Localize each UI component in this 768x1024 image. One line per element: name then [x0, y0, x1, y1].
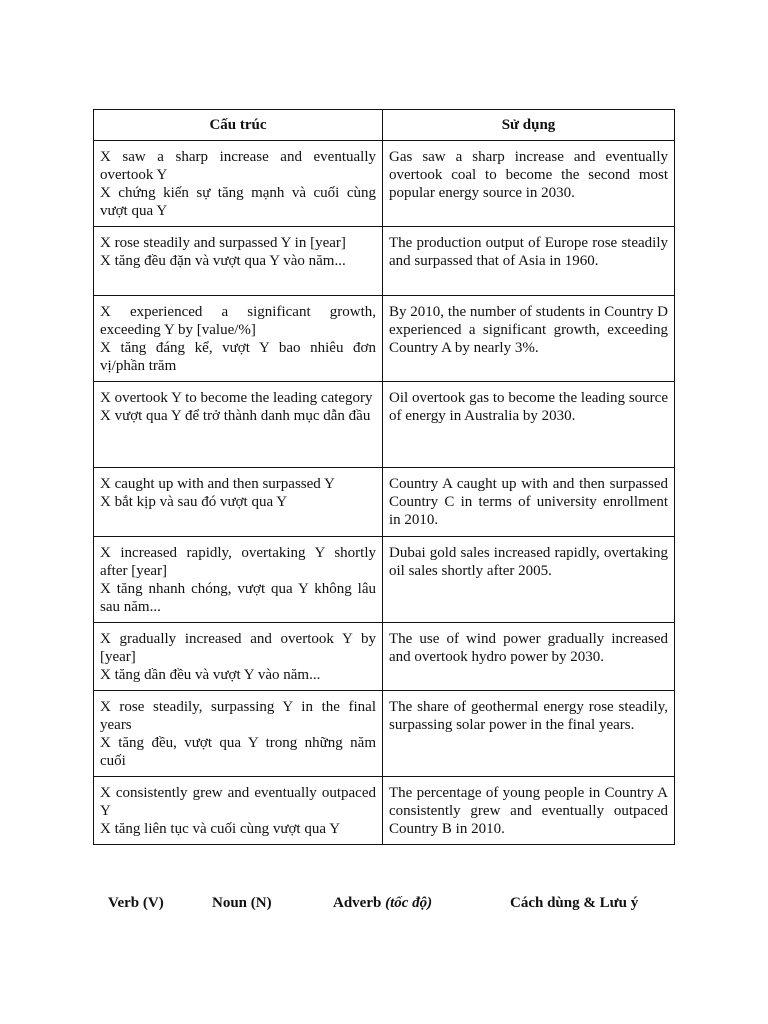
table-row	[94, 468, 675, 537]
structure-english: X gradually increased and overtook Y by [year]	[100, 631, 376, 665]
structure-english: X increased rapidly, overtaking Y shortly after [year]	[100, 545, 376, 579]
structure-vietnamese: X tăng nhanh chóng, vượt qua Y không lâu sau năm...	[100, 581, 376, 615]
structure-vietnamese: X tăng đều, vượt qua Y trong những năm cuối	[100, 735, 376, 769]
usage-cell: Oil overtook gas to become the leading source of energy in Australia by 2030.	[383, 382, 675, 468]
footer-noun: Noun (N)	[212, 895, 272, 911]
usage-cell: The production output of Europe rose steadily and surpassed that of Asia in 1960.	[383, 227, 675, 296]
footer-adverb	[333, 895, 432, 912]
structure-english: X rose steadily, surpassing Y in the final years	[100, 699, 376, 733]
usage-cell: By 2010, the number of students in Country D experienced a significant growth, exceeding Country A by nearly 3%.	[383, 296, 675, 382]
table-header-row	[94, 110, 675, 141]
usage-cell: The use of wind power gradually increased and overtook hydro power by 2030.	[383, 623, 675, 691]
table-row	[94, 623, 675, 691]
usage-cell: The percentage of young people in Country A consistently grew and eventually outpaced Country B in 2010.	[383, 777, 675, 845]
footer-usage-note: Cách dùng & Lưu ý	[510, 895, 639, 911]
footer-verb: Verb (V)	[108, 895, 164, 911]
table-body	[94, 141, 675, 845]
structure-english: X saw a sharp increase and eventually overtook Y	[100, 149, 376, 183]
structure-vietnamese: X chứng kiến sự tăng mạnh và cuối cùng vượt qua Y	[100, 185, 376, 219]
usage-cell: The share of geothermal energy rose steadily, surpassing solar power in the final years.	[383, 691, 675, 777]
header-structure: Cấu trúc	[94, 110, 383, 141]
table-row	[94, 777, 675, 845]
structure-cell	[94, 468, 383, 537]
structure-vietnamese: X tăng dần đều và vượt Y vào năm...	[100, 667, 321, 683]
footer-adverb-label: Adverb	[333, 895, 382, 911]
structures-table	[93, 109, 675, 845]
structure-english: X consistently grew and eventually outpaced Y	[100, 785, 376, 819]
table-row	[94, 141, 675, 227]
table-row	[94, 227, 675, 296]
structure-english: X rose steadily and surpassed Y in [year]	[100, 235, 346, 251]
usage-cell: Country A caught up with and then surpassed Country C in terms of university enrollment in 2010.	[383, 468, 675, 537]
structure-cell	[94, 777, 383, 845]
structure-cell	[94, 537, 383, 623]
structure-vietnamese: X tăng liên tục và cuối cùng vượt qua Y	[100, 821, 341, 837]
table-row	[94, 382, 675, 468]
structure-vietnamese: X vượt qua Y để trở thành danh mục dẫn đầu	[100, 408, 371, 424]
structure-vietnamese: X tăng đáng kể, vượt Y bao nhiêu đơn vị/phần trăm	[100, 340, 376, 374]
header-usage: Sử dụng	[383, 110, 675, 141]
structure-english: X caught up with and then surpassed Y	[100, 476, 335, 492]
structure-cell	[94, 382, 383, 468]
table-row	[94, 296, 675, 382]
usage-cell: Gas saw a sharp increase and eventually overtook coal to become the second most popular energy source in 2030.	[383, 141, 675, 227]
structure-cell	[94, 691, 383, 777]
structure-vietnamese: X tăng đều đặn và vượt qua Y vào năm...	[100, 253, 346, 269]
structure-cell	[94, 227, 383, 296]
usage-cell: Dubai gold sales increased rapidly, overtaking oil sales shortly after 2005.	[383, 537, 675, 623]
structure-vietnamese: X bắt kịp và sau đó vượt qua Y	[100, 494, 288, 510]
structure-english: X experienced a significant growth, exceeding Y by [value/%]	[100, 304, 376, 338]
table-row	[94, 691, 675, 777]
footer-labels	[0, 895, 768, 917]
structure-english: X overtook Y to become the leading category	[100, 390, 373, 406]
structure-cell	[94, 141, 383, 227]
structure-cell	[94, 623, 383, 691]
structures-table-container	[93, 109, 674, 845]
footer-adverb-note: (tốc độ)	[385, 895, 433, 911]
table-row	[94, 537, 675, 623]
structure-cell	[94, 296, 383, 382]
